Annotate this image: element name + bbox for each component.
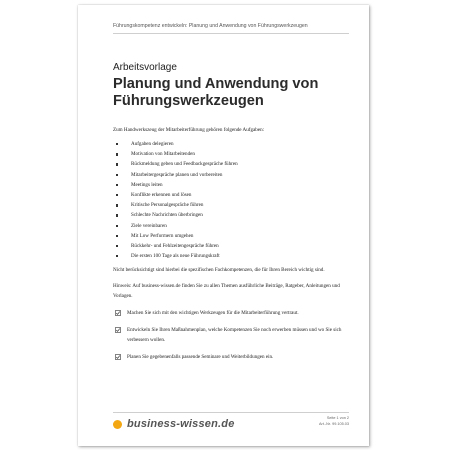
square-bullet-icon (116, 235, 118, 237)
task-label: Die ersten 100 Tage als neue Führungskraft (131, 253, 220, 260)
task-label: Ziele vereinbaren (131, 222, 167, 229)
logo-text: business-wissen.de (127, 418, 235, 430)
square-bullet-icon (116, 163, 118, 165)
task-item (113, 211, 351, 221)
checklist-text: Entwickeln Sie Ihren Maßnahmenplan, welche Kompetenzen Sie noch erwerben müssen und wo Sie sich verbessern wollen. (127, 326, 342, 344)
task-item (113, 181, 351, 191)
square-bullet-icon (116, 194, 118, 196)
orange-dot-logo-icon (113, 420, 122, 429)
task-item (113, 171, 351, 181)
square-bullet-icon (116, 184, 118, 186)
square-bullet-icon (116, 204, 118, 206)
task-item (113, 191, 351, 201)
document-title: Planung und Anwendung von Führungswerkzeugen (113, 76, 319, 109)
square-bullet-icon (116, 153, 118, 155)
document-page (78, 5, 369, 446)
business-wissen-logo (113, 418, 235, 430)
page-indicator: Seite 1 von 2 (326, 416, 349, 420)
task-label: Rückmeldung geben und Feedbackgespräche führen (131, 161, 238, 168)
task-label: Motivation von Mitarbeitenden (131, 151, 195, 158)
task-label: Rückkehr- und Fehlzeitengespräche führen (131, 242, 219, 249)
task-item (113, 201, 351, 211)
running-header: Führungskompetenz entwickeln: Planung und Anwendung von Führungswerkzeugen (113, 23, 308, 29)
task-item (113, 222, 351, 232)
square-bullet-icon (116, 255, 118, 257)
footer-divider (113, 412, 349, 413)
task-label: Schlechte Nachrichten überbringen (131, 212, 203, 219)
task-item (113, 232, 351, 242)
task-item (113, 150, 351, 160)
checked-box-icon (115, 310, 121, 316)
checklist (113, 308, 351, 362)
checklist-item (113, 352, 351, 363)
document-body (113, 127, 351, 368)
task-label: Meetings leiten (131, 181, 163, 188)
task-label: Mit Low Performern umgehen (131, 232, 194, 239)
task-label: Aufgaben delegieren (131, 141, 174, 147)
intro-text: Zum Handwerkszeug der Mitarbeiterführung gehören folgende Aufgaben: (113, 127, 265, 133)
checklist-text: Planen Sie gegebenenfalls passende Seminare und Weiterbildungen ein. (127, 353, 274, 360)
square-bullet-icon (116, 174, 118, 176)
checked-box-icon (115, 354, 121, 360)
square-bullet-icon (116, 225, 118, 227)
document-kicker: Arbeitsvorlage (113, 62, 177, 73)
task-list (113, 140, 351, 262)
hint-paragraph: Hinweis: Auf business-wissen.de finden Sie zu allen Themen ausführliche Beiträge, Ratgeber, Anleitungen und Vorlagen. (113, 283, 340, 300)
checked-box-icon (115, 327, 121, 333)
checklist-item (113, 308, 351, 319)
note-paragraph: Nicht berücksichtigt sind hierbei die spezifischen Fachkompetenzen, die für Ihren Bereich wichtig sind. (113, 267, 325, 274)
checklist-text: Machen Sie sich mit den wichtigen Werkzeugen für die Mitarbeiterführung vertraut. (127, 310, 299, 317)
task-item (113, 140, 351, 150)
task-label: Konflikte erkennen und lösen (131, 191, 192, 198)
article-number: Art.-Nr. 99.105.03 (319, 422, 349, 426)
task-item (113, 242, 351, 252)
task-label: Mitarbeitergespräche planen und vorbereiten (131, 171, 223, 178)
task-item (113, 252, 351, 262)
task-label: Kritische Personalgespräche führen (131, 202, 204, 209)
task-item (113, 160, 351, 170)
checklist-item (113, 325, 351, 346)
square-bullet-icon (116, 214, 118, 216)
square-bullet-icon (116, 245, 118, 247)
square-bullet-icon (116, 143, 118, 145)
header-divider (113, 33, 349, 34)
footer-meta (319, 415, 349, 427)
